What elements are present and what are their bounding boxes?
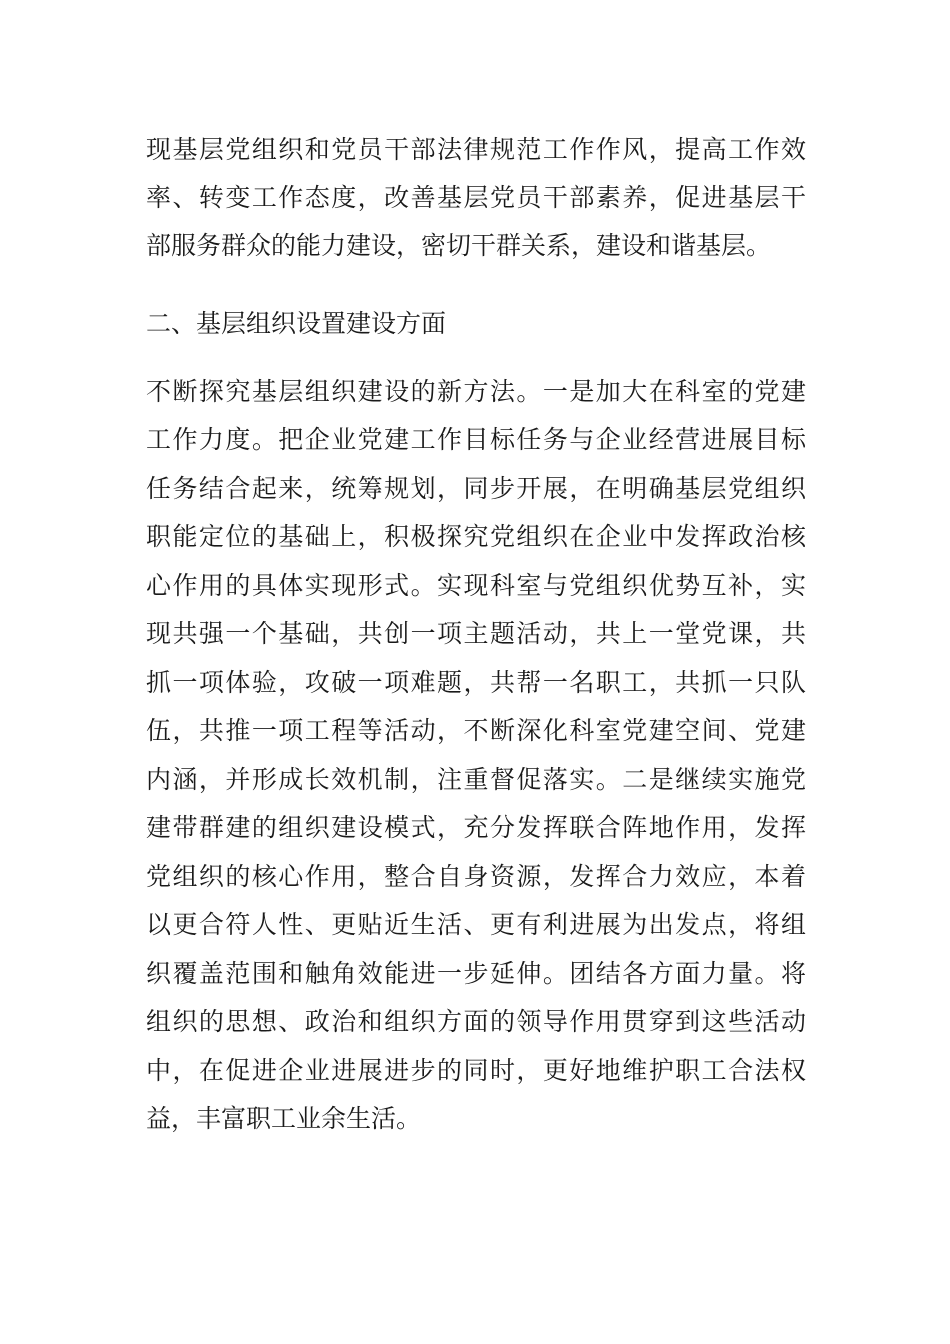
paragraph-line: 建带群建的组织建设模式，充分发挥联合阵地作用，发挥 xyxy=(146,813,806,842)
paragraph-line: 抓一项体验，攻破一项难题，共帮一名职工，共抓一只队 xyxy=(146,668,806,697)
paragraph-line: 以更合符人性、更贴近生活、更有利进展为出发点，将组 xyxy=(146,910,806,939)
section-heading: 二、基层组织设置建设方面 xyxy=(146,309,447,338)
paragraph-line: 中，在促进企业进展进步的同时，更好地维护职工合法权 xyxy=(146,1056,806,1085)
paragraph-line: 现基层党组织和党员干部法律规范工作作风，提高工作效 xyxy=(146,135,806,164)
paragraph-line: 心作用的具体实现形式。实现科室与党组织优势互补，实 xyxy=(146,571,806,600)
paragraph-line: 不断探究基层组织建设的新方法。一是加大在科室的党建 xyxy=(146,377,806,406)
paragraph-line: 内涵，并形成长效机制，注重督促落实。二是继续实施党 xyxy=(146,765,806,794)
paragraph-line: 组织的思想、政治和组织方面的领导作用贯穿到这些活动 xyxy=(146,1007,806,1036)
paragraph-line: 益，丰富职工业余生活。 xyxy=(146,1104,422,1133)
paragraph-line: 党组织的核心作用，整合自身资源，发挥合力效应，本着 xyxy=(146,862,806,891)
paragraph-line: 职能定位的基础上，积极探究党组织在企业中发挥政治核 xyxy=(146,522,806,551)
paragraph-line: 任务结合起来，统筹规划，同步开展，在明确基层党组织 xyxy=(146,474,806,503)
paragraph-line: 织覆盖范围和触角效能进一步延伸。团结各方面力量。将 xyxy=(146,959,806,988)
paragraph-line: 部服务群众的能力建设，密切干群关系，建设和谐基层。 xyxy=(146,231,772,260)
paragraph-line: 现共强一个基础，共创一项主题活动，共上一堂党课，共 xyxy=(146,619,806,648)
paragraph-line: 率、转变工作态度，改善基层党员干部素养，促进基层干 xyxy=(146,183,806,212)
paragraph-line: 工作力度。把企业党建工作目标任务与企业经营进展目标 xyxy=(146,425,806,454)
paragraph-line: 伍，共推一项工程等活动，不断深化科室党建空间、党建 xyxy=(146,716,806,745)
